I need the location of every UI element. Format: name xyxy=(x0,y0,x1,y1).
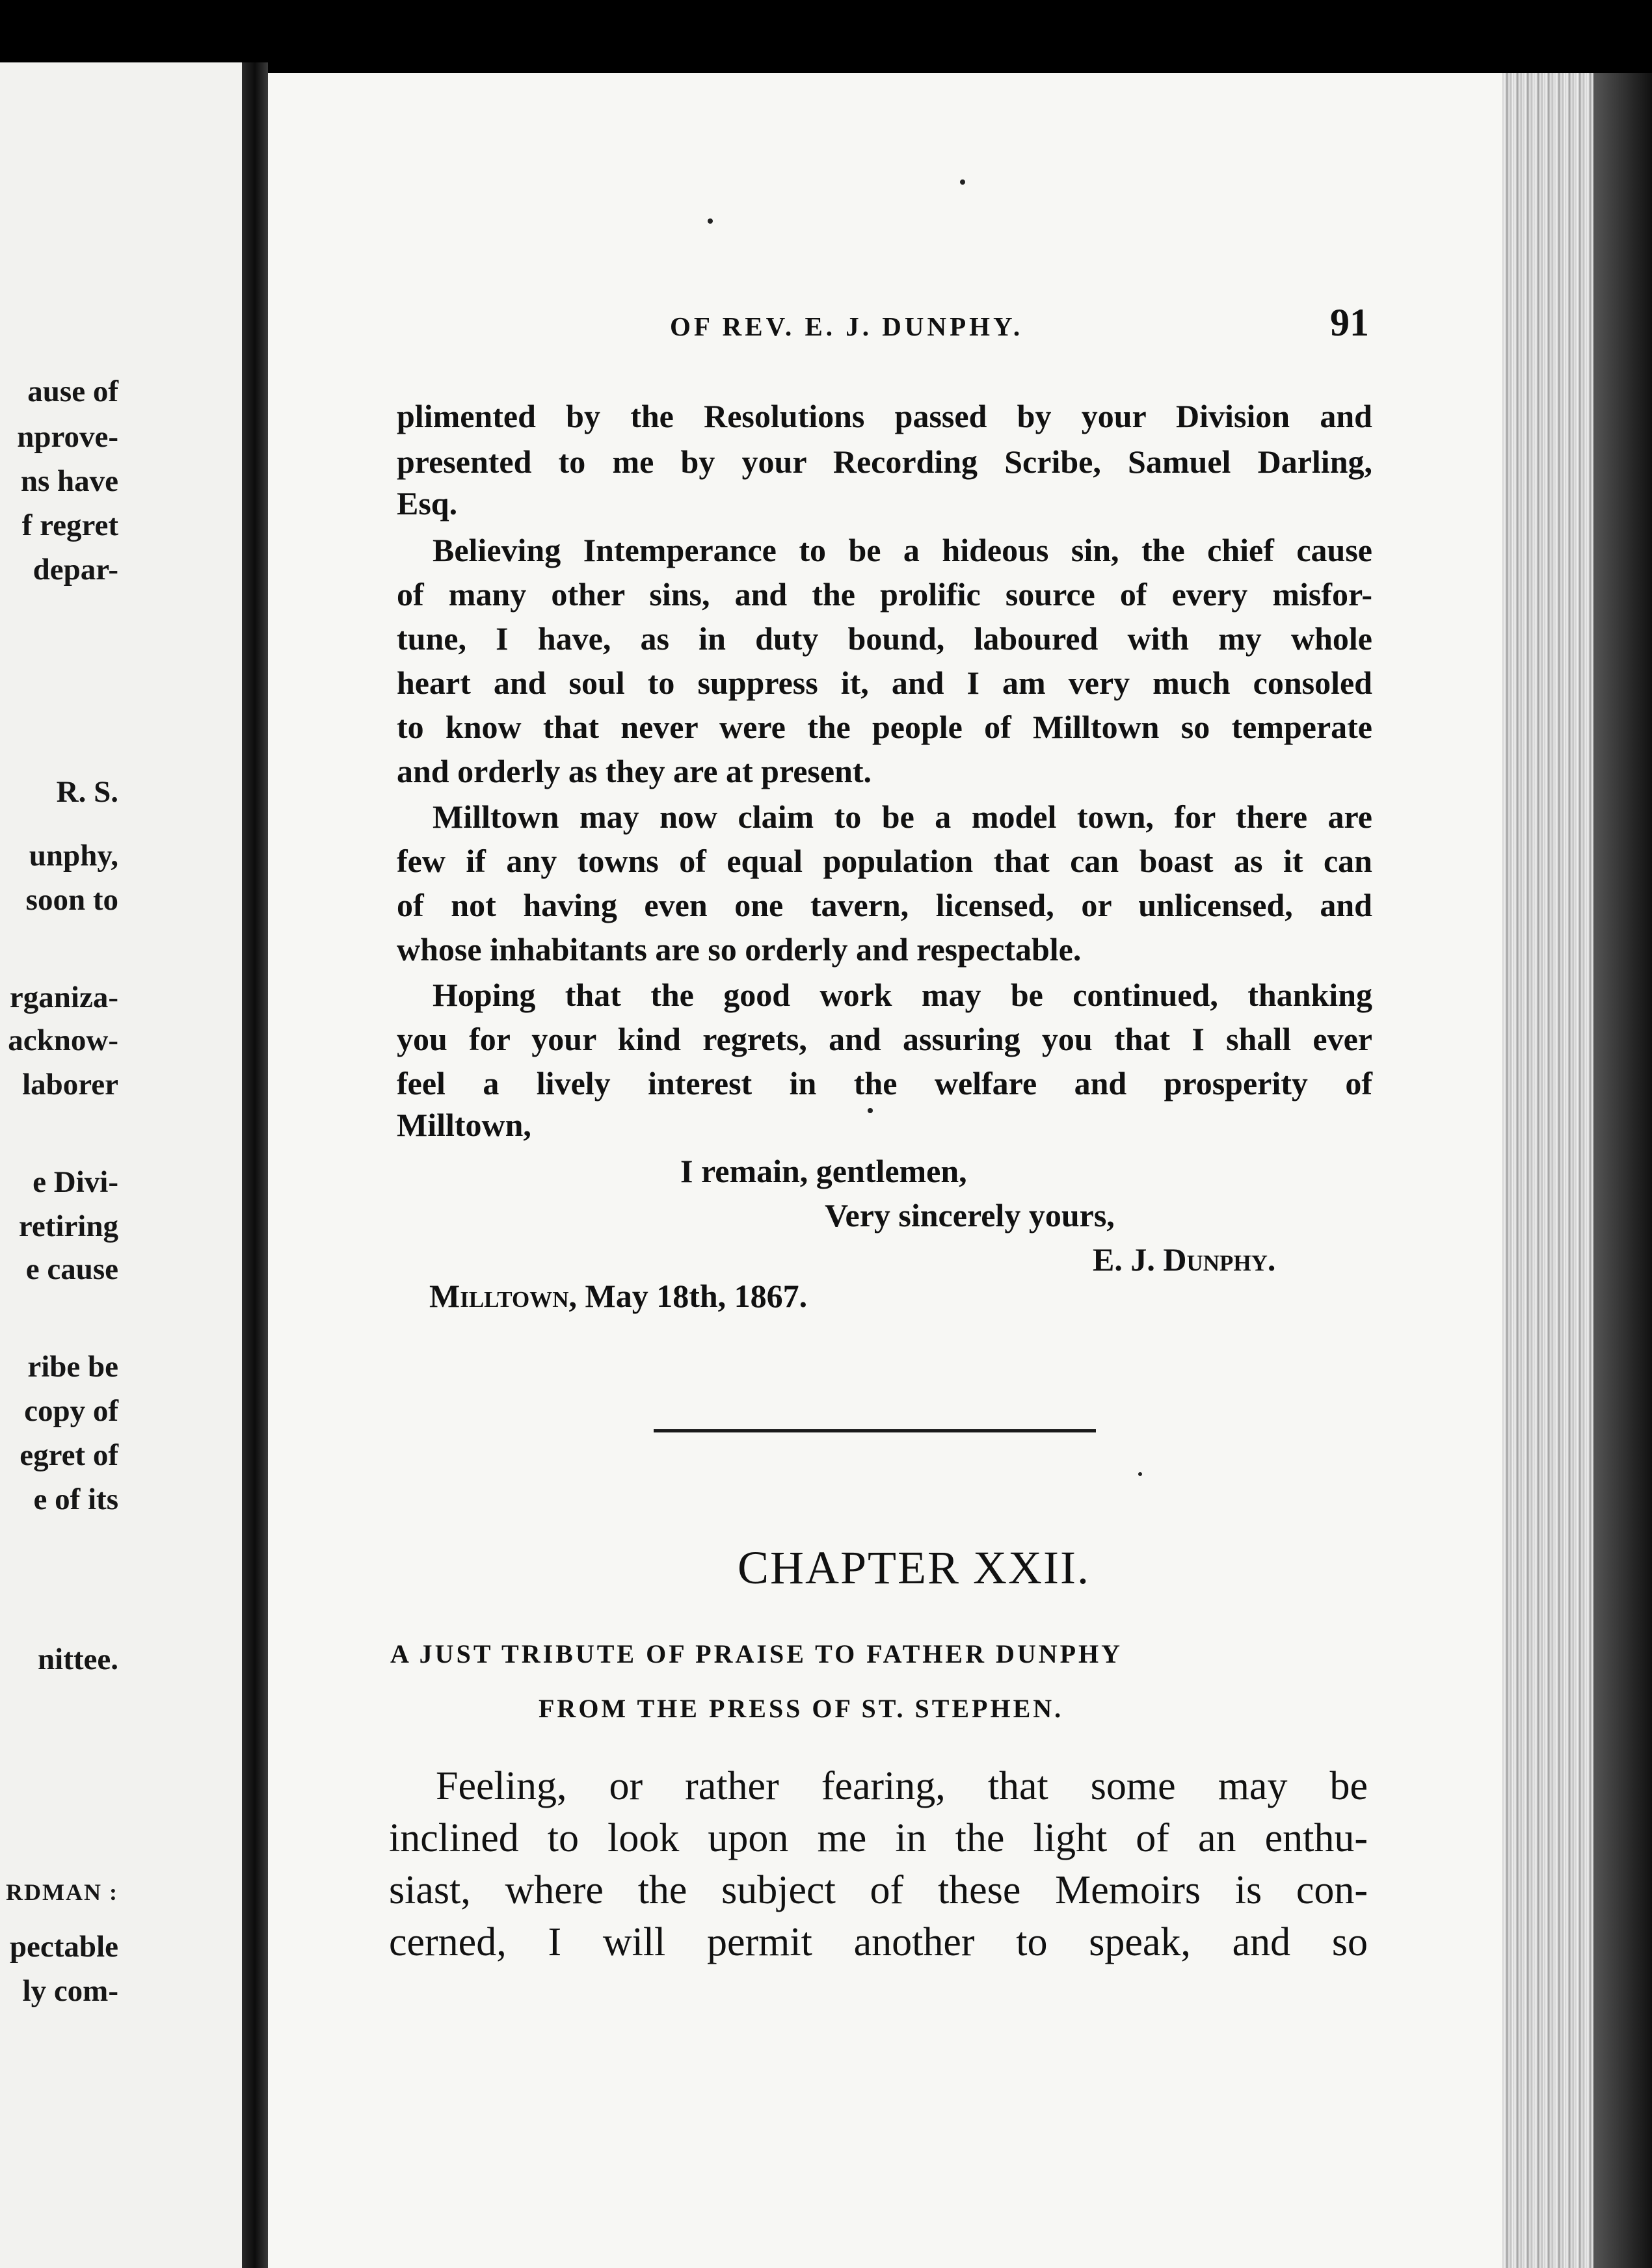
scan-speck xyxy=(1138,1472,1142,1476)
left-fragment: laborer xyxy=(22,1068,118,1101)
body-line: presented to me by your Recording Scribe, Samuel Darling, xyxy=(397,443,1372,480)
page-edges xyxy=(1502,73,1593,2268)
body-line: Esq. xyxy=(397,485,458,521)
body-line: you for your kind regrets, and assuring you that I shall ever xyxy=(397,1021,1372,1057)
left-fragment: retiring xyxy=(18,1209,118,1243)
left-fragment: nittee. xyxy=(38,1642,118,1676)
body-line: Believing Intemperance to be a hideous sin, the chief cause xyxy=(433,532,1372,568)
left-fragment: R. S. xyxy=(56,775,118,809)
left-fragment: e Divi- xyxy=(33,1165,118,1199)
left-fragment: ns have xyxy=(20,464,118,498)
body-line: plimented by the Resolutions passed by your Division and xyxy=(397,398,1372,434)
chapter-title: CHAPTER XXII. xyxy=(738,1542,1090,1594)
left-fragment: ly com- xyxy=(22,1974,118,2008)
letter-date: May 18th, 1867. xyxy=(585,1278,808,1314)
letter-valediction: Very sincerely yours, xyxy=(825,1197,1115,1233)
body-line: few if any towns of equal population that can boast as it can xyxy=(397,843,1372,879)
chapter-text-line: Feeling, or rather fearing, that some may be xyxy=(436,1764,1368,1808)
page-number: 91 xyxy=(1330,301,1369,344)
letter-closing: I remain, gentlemen, xyxy=(680,1153,967,1189)
left-fragment: e cause xyxy=(25,1252,118,1286)
chapter-text-line: cerned, I will permit another to speak, and so xyxy=(389,1920,1368,1964)
running-header: OF REV. E. J. DUNPHY. xyxy=(670,311,1024,341)
left-fragment: ribe be xyxy=(27,1350,118,1384)
chapter-text-line: siast, where the subject of these Memoirs is con- xyxy=(389,1868,1368,1912)
left-fragment: pectable xyxy=(9,1930,118,1964)
chapter-subtitle-line-1: A JUST TRIBUTE OF PRAISE TO FATHER DUNPHY xyxy=(390,1639,1123,1668)
body-line: Milltown, xyxy=(397,1107,531,1143)
body-line: to know that never were the people of Milltown so temperate xyxy=(397,709,1372,745)
chapter-text-line: inclined to look upon me in the light of an enthu- xyxy=(389,1816,1368,1860)
left-fragment: depar- xyxy=(33,553,118,587)
left-fragment: f regret xyxy=(21,508,118,542)
left-fragment: e of its xyxy=(33,1483,118,1516)
left-fragment: unphy, xyxy=(29,839,118,873)
scan-border xyxy=(1593,73,1652,2268)
section-rule xyxy=(654,1429,1096,1432)
left-fragment: copy of xyxy=(24,1394,118,1428)
body-line: of not having even one tavern, licensed, or unlicensed, and xyxy=(397,887,1372,923)
book-gutter xyxy=(242,62,268,2268)
left-fragment: egret of xyxy=(20,1438,118,1472)
body-line: Hoping that the good work may be continued, thanking xyxy=(433,977,1372,1013)
body-line: heart and soul to suppress it, and I am very much consoled xyxy=(397,665,1372,701)
body-line: feel a lively interest in the welfare and prosperity of xyxy=(397,1065,1372,1101)
left-fragment: nprove- xyxy=(17,420,118,454)
letter-place: Milltown, xyxy=(429,1278,578,1314)
left-fragment: soon to xyxy=(25,883,118,917)
left-fragment: ause of xyxy=(27,375,118,408)
letter-dateline xyxy=(429,1277,807,1315)
left-fragment: rganiza- xyxy=(9,981,118,1014)
scan-speck xyxy=(960,179,965,185)
left-fragment: acknow- xyxy=(8,1023,118,1057)
chapter-subtitle-line-2: FROM THE PRESS OF ST. STEPHEN. xyxy=(539,1694,1064,1723)
scan-speck xyxy=(708,218,713,224)
body-line: Milltown may now claim to be a model town, for there are xyxy=(433,798,1372,835)
left-fragment: RDMAN : xyxy=(6,1879,118,1905)
body-line: of many other sins, and the prolific source of every misfor- xyxy=(397,576,1372,613)
letter-signature: E. J. Dunphy. xyxy=(1093,1241,1276,1278)
left-page xyxy=(0,62,242,2268)
body-line: and orderly as they are at present. xyxy=(397,753,872,789)
body-line: whose inhabitants are so orderly and respectable. xyxy=(397,931,1082,968)
body-line: tune, I have, as in duty bound, laboured with my whole xyxy=(397,620,1372,657)
